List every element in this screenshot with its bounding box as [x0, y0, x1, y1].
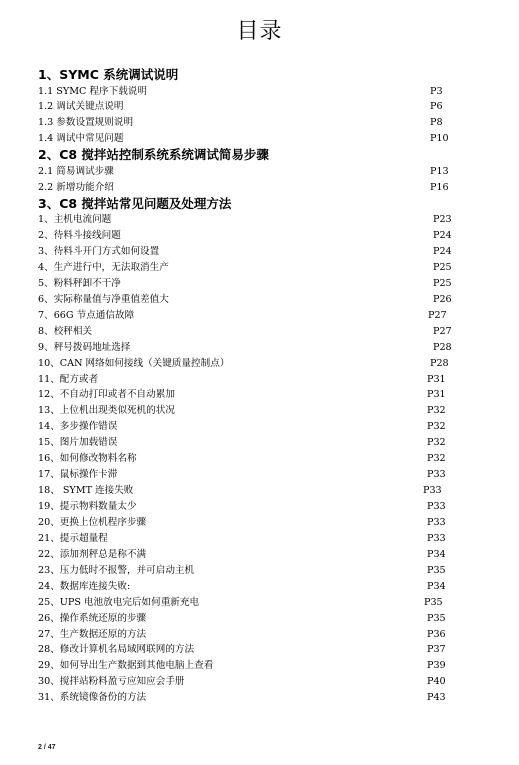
toc-entry-page: P24 [433, 230, 452, 242]
toc-entry[interactable] [38, 212, 478, 228]
toc-entry-label: 5、粉料秤卸不干净 [38, 277, 121, 289]
toc-entry[interactable] [38, 356, 478, 372]
toc-entry[interactable] [38, 292, 478, 308]
toc-entry[interactable] [38, 658, 478, 674]
toc-entry-page: P16 [430, 181, 449, 193]
toc-entry[interactable] [38, 164, 478, 180]
toc-entry[interactable] [38, 244, 478, 260]
toc-entry-page: P37 [427, 644, 446, 656]
toc-entry[interactable] [38, 467, 478, 483]
toc-entry[interactable] [38, 611, 478, 627]
toc-entry[interactable] [38, 324, 478, 340]
toc-entry-page: P35 [427, 564, 446, 576]
toc-entry-page: P10 [430, 133, 449, 145]
toc-entry-label: 1、主机电流问题 [38, 214, 112, 226]
toc-entry-label: 1.4 调试中常见问题 [38, 133, 124, 145]
toc-entry[interactable] [38, 308, 478, 324]
toc-entry-label: 2.1 简易调试步骤 [38, 165, 114, 177]
toc-entry-label: 8、校秤相关 [38, 325, 93, 337]
toc-entry-label: 12、不自动打印或者不自动累加 [38, 389, 175, 401]
toc-entry-page: P33 [427, 532, 446, 544]
toc-entry[interactable] [38, 260, 478, 276]
toc-entry-page: P33 [427, 516, 446, 528]
toc-entry-label: 10、CAN 网络如何接线（关键质量控制点） [38, 357, 230, 369]
toc-entry-page: P34 [427, 580, 446, 592]
toc-entry-label: 1.1 SYMC 程序下载说明 [38, 85, 147, 97]
toc-entry-label: 3、待料斗开门方式如何设置 [38, 246, 160, 257]
toc-entry[interactable] [38, 228, 478, 244]
toc-entry-label: 1.2 调试关键点说明 [38, 101, 124, 113]
toc-entry[interactable] [38, 499, 478, 515]
section-heading: 3、C8 搅拌站常见问题及处理方法 [38, 195, 232, 211]
toc-entry[interactable] [38, 451, 478, 467]
toc-entry-label: 20、更换上位机程序步骤 [38, 516, 147, 528]
toc-entry[interactable] [38, 180, 478, 196]
toc-entry[interactable] [38, 419, 478, 435]
toc-entry-page: P25 [433, 261, 452, 273]
toc-entry-page: P32 [427, 421, 446, 433]
toc-entry-page: P31 [427, 389, 446, 401]
toc-entry-page: P28 [430, 357, 449, 369]
toc-entry[interactable] [38, 99, 478, 115]
toc-entry-label: 1.3 参数设置规则说明 [38, 117, 134, 129]
toc-entry[interactable] [38, 595, 478, 611]
toc-entry-page: P35 [424, 596, 443, 608]
toc-entry-page: P27 [433, 325, 452, 337]
toc-entry[interactable] [38, 547, 478, 563]
toc-entry[interactable] [38, 690, 478, 706]
toc-entry-label: 11、配方或者 [38, 373, 99, 385]
toc-entry-page: P13 [430, 165, 449, 177]
toc-entry-page: P33 [427, 501, 446, 512]
toc-entry-page: P3 [430, 85, 443, 97]
toc-entry-page: P43 [427, 692, 446, 704]
page-number: 2 / 47 [38, 744, 56, 751]
toc-entry-label: 7、66G 节点通信故障 [38, 309, 135, 321]
toc-entry[interactable] [38, 627, 478, 643]
toc-entry-label: 15、图片加载错误 [38, 437, 118, 449]
toc-entry-label: 25、UPS 电池放电完后如何重新充电 [38, 596, 200, 608]
toc-entry[interactable] [38, 387, 478, 403]
toc-entry-label: 14、多步操作错误 [38, 421, 118, 433]
section-heading: 1、SYMC 系统调试说明 [38, 67, 179, 82]
toc-entry-page: P24 [433, 246, 452, 257]
toc-entry-page: P36 [427, 628, 446, 640]
toc-entry-page: P32 [427, 405, 446, 417]
toc-entry-label: 26、操作系统还原的步骤 [38, 612, 147, 624]
toc-entry-label: 28、修改计算机名局域网联网的方法 [38, 644, 195, 656]
toc-entry-page: P35 [427, 612, 446, 624]
toc-entry-label: 21、提示超量程 [38, 532, 108, 544]
toc-entry[interactable] [38, 674, 478, 690]
toc-entry-label: 27、生产数据还原的方法 [38, 628, 147, 640]
toc-entry-label: 18、 SYMT 连接失败 [38, 485, 134, 497]
toc-entry-label: 2.2 新增功能介绍 [38, 181, 114, 193]
toc-entry-page: P39 [427, 660, 446, 672]
toc-entry[interactable] [38, 340, 478, 356]
toc-entry-label: 4、生产进行中，无法取消生产 [38, 261, 169, 273]
toc-entry-label: 22、添加剂秤总是称不满 [38, 548, 147, 560]
toc-entry[interactable] [38, 131, 478, 147]
toc-entry-label: 23、压力低时不报警，并可启动主机 [38, 564, 195, 576]
toc-entry-label: 29、如何导出生产数据到其他电脑上查看 [38, 660, 214, 672]
toc-entry[interactable] [38, 115, 478, 131]
toc-entry-label: 6、实际称量值与净重值差值大 [38, 293, 169, 305]
toc-entry-page: P8 [430, 117, 443, 129]
toc-entry-label: 16、如何修改物料名称 [38, 453, 137, 465]
toc-entry[interactable] [38, 642, 478, 658]
toc-entry-page: P28 [433, 341, 452, 353]
toc-entry-label: 2、待料斗接线问题 [38, 230, 121, 242]
toc-entry-label: 19、提示物料数量太少 [38, 501, 137, 512]
toc-entry[interactable] [38, 372, 478, 388]
toc-entry[interactable] [38, 531, 478, 547]
toc-entry[interactable] [38, 435, 478, 451]
toc-entry-page: P33 [427, 469, 446, 481]
toc-entry-page: P25 [433, 277, 452, 289]
toc-entry-page: P40 [427, 676, 446, 688]
toc-entry-label: 17、鼠标操作卡滞 [38, 469, 118, 481]
toc-entry[interactable] [38, 579, 478, 595]
toc-entry[interactable] [38, 483, 478, 499]
toc-entry-label: 9、秤号拨码地址选择 [38, 341, 131, 353]
toc-entry-label: 24、数据库连接失败: [38, 580, 131, 592]
toc-entry[interactable] [38, 515, 478, 531]
toc-entry[interactable] [38, 84, 478, 100]
toc-entry-page: P23 [433, 214, 452, 226]
toc-entry-label: 13、上位机出现类似死机的状况 [38, 405, 175, 417]
toc-entry-page: P32 [427, 453, 446, 465]
table-of-contents [38, 67, 478, 706]
toc-entry-label: 31、系统镜像备份的方法 [38, 692, 147, 704]
toc-entry[interactable] [38, 563, 478, 579]
toc-entry[interactable] [38, 403, 478, 419]
toc-entry-page: P6 [430, 101, 443, 113]
toc-entry-page: P27 [428, 309, 447, 321]
toc-entry-page: P33 [423, 485, 442, 497]
toc-entry-label: 30、搅拌站粉料盈亏应知应会手册 [38, 676, 185, 688]
toc-entry-page: P26 [433, 293, 452, 305]
toc-entry[interactable] [38, 276, 478, 292]
toc-entry-page: P31 [427, 373, 446, 385]
page-title: 目录 [236, 19, 283, 44]
toc-entry-page: P34 [427, 548, 446, 560]
toc-entry-page: P32 [427, 437, 446, 449]
section-heading: 2、C8 搅拌站控制系统系统调试简易步骤 [38, 147, 269, 163]
